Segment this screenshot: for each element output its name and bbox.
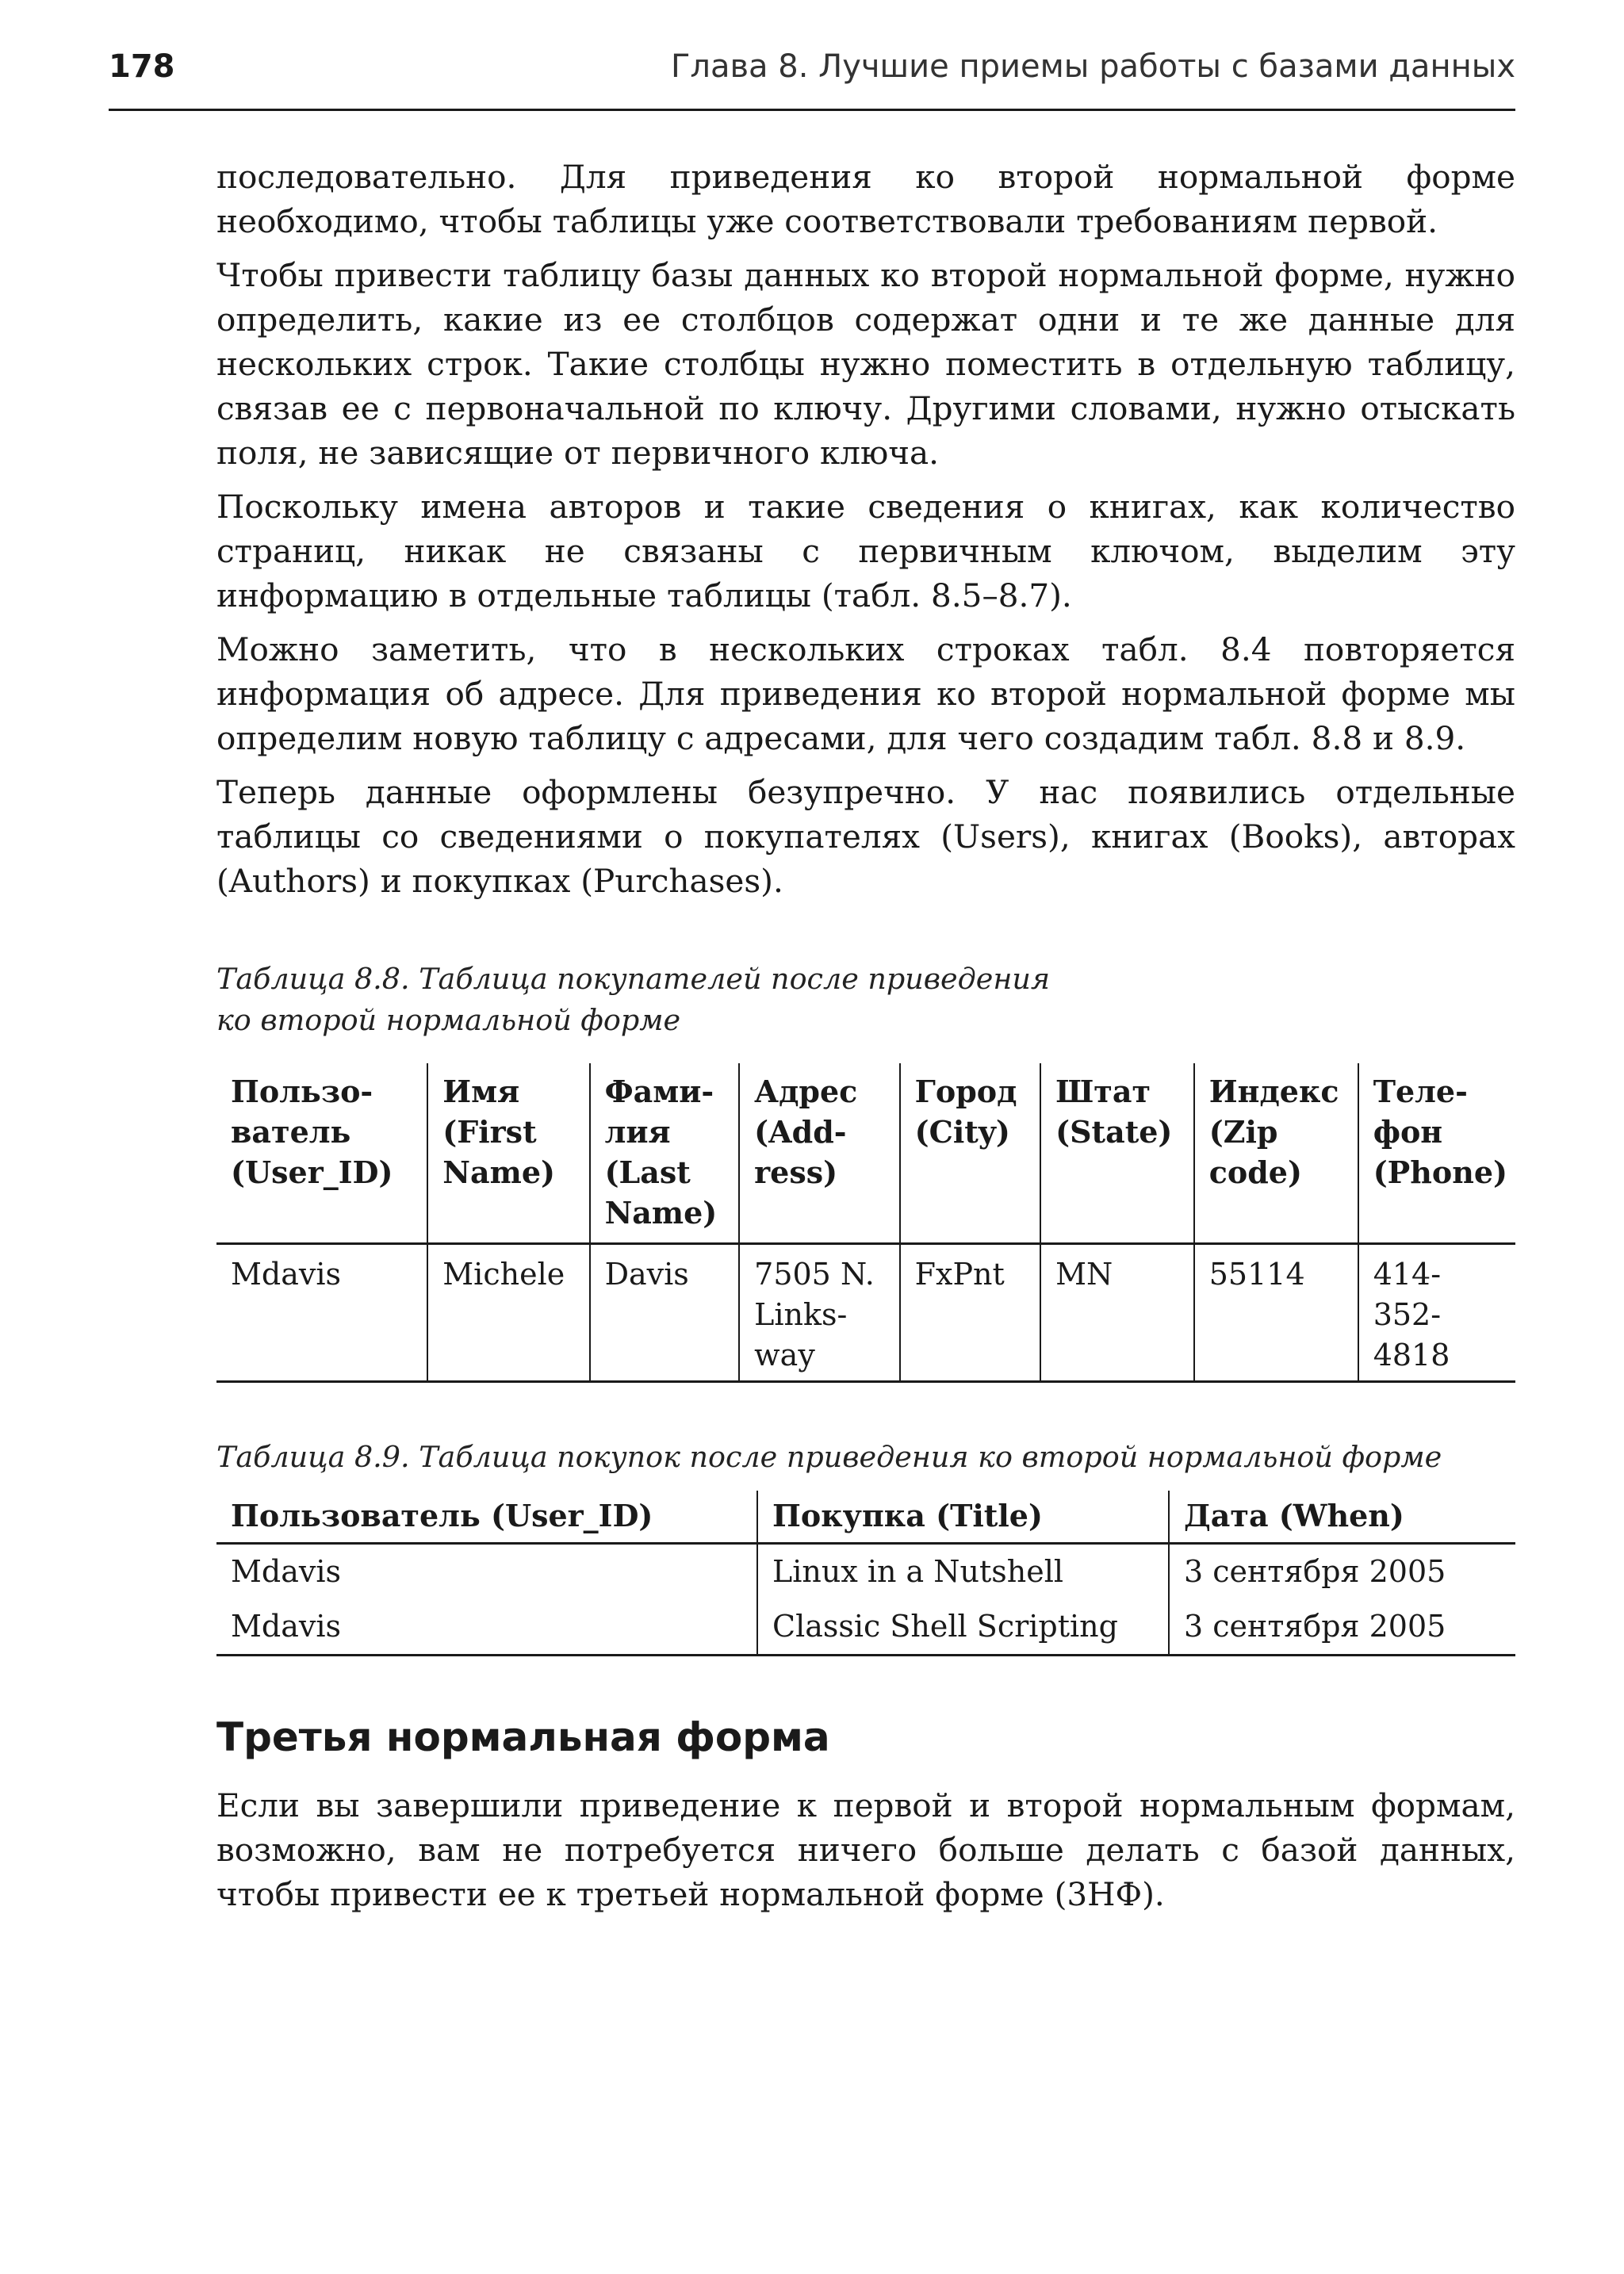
table-cell: FxPnt — [900, 1244, 1040, 1382]
table-caption: Таблица 8.9. Таблица покупок после приведения ко второй нормальной форме — [216, 1440, 1442, 1474]
column-header: Пользо-ватель (User_ID) — [216, 1063, 427, 1244]
column-header: Город (City) — [900, 1063, 1040, 1244]
table-cell: MN — [1040, 1244, 1194, 1382]
column-header: Теле-фон (Phone) — [1358, 1063, 1515, 1244]
table-row — [216, 1244, 1515, 1382]
table-row — [216, 1544, 1515, 1600]
paragraph: Поскольку имена авторов и такие сведения о книгах, как количество страниц, никак не связаны с первичным ключом, выделим эту информацию в отдельные таблицы (табл. 8.5–8.7). — [216, 488, 1515, 614]
table-header-row — [216, 1063, 1515, 1244]
paragraph: последовательно. Для приведения ко второй нормальной форме необходимо, чтобы таблицы уже соответствовали требованиям первой. — [216, 158, 1515, 240]
page-header — [109, 44, 1515, 111]
table-cell: Michele — [427, 1244, 589, 1382]
paragraph: Можно заметить, что в нескольких строках табл. 8.4 повторяется информация об адресе. Для приведения ко второй нормальной форме мы определим новую таблицу с адресами, для чего создадим табл. 8.8 и 8.9. — [216, 630, 1515, 757]
table-cell: 7505 N. Links-way — [739, 1244, 899, 1382]
table-row — [216, 1599, 1515, 1656]
column-header: Имя (First Name) — [427, 1063, 589, 1244]
table-cell: 414-352-4818 — [1358, 1244, 1515, 1382]
table-cell: 3 сентября 2005 — [1169, 1599, 1515, 1656]
table-cell: Mdavis — [231, 1554, 342, 1589]
table-caption-line: Таблица 8.8. Таблица покупателей после приведения — [216, 962, 1051, 996]
table-caption — [216, 959, 1515, 1041]
running-title: Глава 8. Лучшие приемы работы с базами данных — [671, 48, 1515, 85]
table-cell: Davis — [590, 1244, 740, 1382]
table-header-row — [216, 1491, 1515, 1544]
paragraph: Чтобы привести таблицу базы данных ко второй нормальной форме, нужно определить, какие из ее столбцов содержат одни и те же данные для нескольких строк. Такие столбцы нужно поместить в отдельную таблицу, связав ее с первоначальной по ключу. Другими словами, нужно отыскать поля, не зависящие от первичного ключа. — [216, 256, 1515, 472]
column-header: Адрес (Add-ress) — [739, 1063, 899, 1244]
page-content — [216, 155, 1515, 1926]
column-header: Дата (When) — [1169, 1491, 1515, 1544]
section-heading: Третья нормальная форма — [216, 1714, 830, 1760]
purchases-table — [216, 1491, 1515, 1656]
paragraph: Если вы завершили приведение к первой и второй нормальным формам, возможно, вам не потребуется ничего больше делать с базой данных, чтобы привести ее к третьей нормальной форме (3НФ). — [216, 1786, 1515, 1913]
customers-table — [216, 1063, 1515, 1383]
table-caption-line: ко второй нормальной форме — [216, 1003, 681, 1037]
table-cell: Classic Shell Scripting — [757, 1599, 1169, 1656]
column-header: Пользователь (User_ID) — [216, 1491, 757, 1544]
table-cell: 3 сентября 2005 — [1169, 1544, 1515, 1600]
column-header: Штат (State) — [1040, 1063, 1194, 1244]
table-cell: Mdavis — [216, 1244, 427, 1382]
paragraph: Теперь данные оформлены безупречно. У нас появились отдельные таблицы со сведениями о покупателях (Users), книгах (Books), авторах (Authors) и покупках (Purchases). — [216, 773, 1515, 900]
table-cell: 55114 — [1194, 1244, 1358, 1382]
page-number: 178 — [109, 48, 175, 85]
table-cell: Mdavis — [216, 1599, 757, 1656]
table-cell: Linux in a Nutshell — [757, 1544, 1169, 1600]
column-header: Индекс (Zip code) — [1194, 1063, 1358, 1244]
column-header: Фами-лия (Last Name) — [590, 1063, 740, 1244]
column-header: Покупка (Title) — [757, 1491, 1169, 1544]
